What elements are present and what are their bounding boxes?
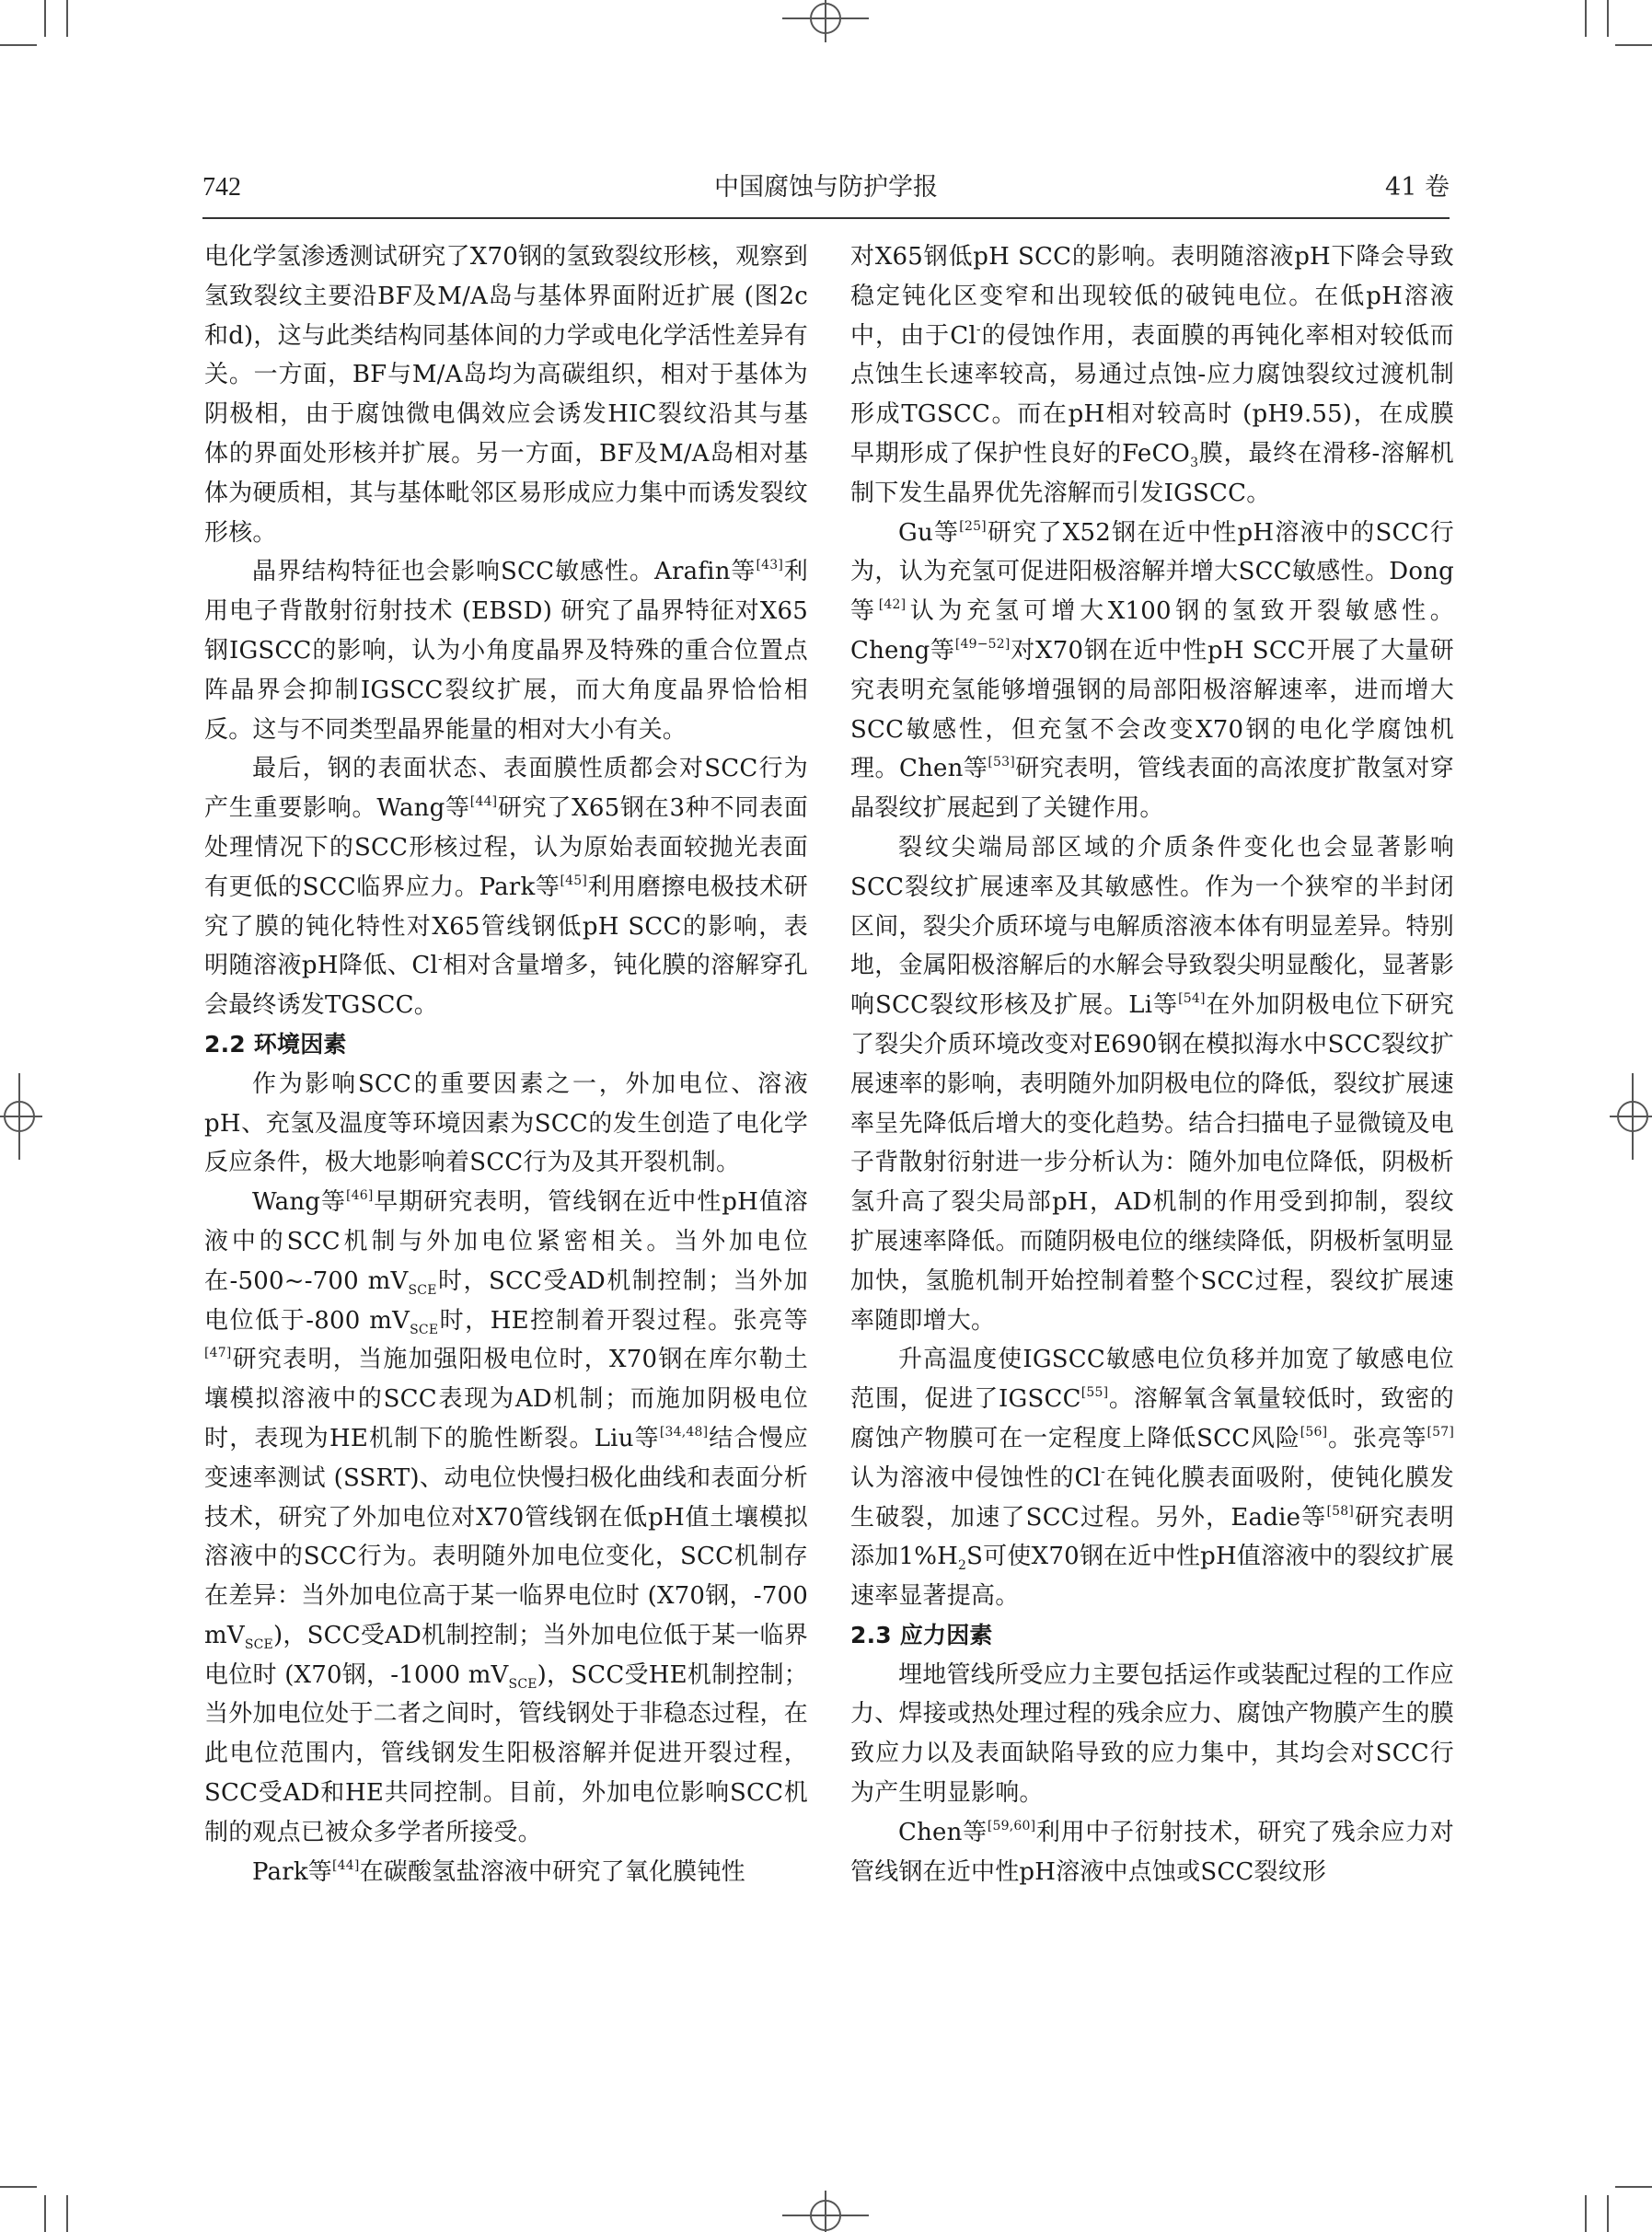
header-rule bbox=[202, 217, 1450, 219]
superscript: - bbox=[976, 321, 981, 337]
paragraph: Park等[44]在碳酸氢盐溶液中研究了氧化膜钝性 bbox=[252, 1857, 745, 1886]
citation: [57] bbox=[1427, 1424, 1454, 1440]
registration-mark-left-h bbox=[0, 1116, 42, 1117]
citation: [56] bbox=[1300, 1424, 1328, 1440]
subscript: SCE bbox=[408, 1282, 437, 1298]
right-column bbox=[850, 237, 1454, 2069]
crop-mark-br-v2 bbox=[1607, 2195, 1609, 2232]
citation: [46] bbox=[345, 1188, 374, 1204]
crop-mark-tr-v2 bbox=[1607, 0, 1609, 37]
crop-mark-tr-v bbox=[1585, 0, 1587, 37]
citation: [53] bbox=[988, 755, 1015, 770]
page-number: 742 bbox=[202, 173, 241, 202]
paragraph: 埋地管线所受应力主要包括运作或装配过程的工作应力、焊接或热处理过程的残余应力、腐蚀产物膜产生的膜致应力以及表面缺陷导致的应力集中，其均会对SCC行为产生明显影响。 bbox=[850, 1660, 1454, 1808]
volume-label: 41 卷 bbox=[1385, 173, 1450, 202]
citation: [49−52] bbox=[954, 636, 1011, 652]
crop-mark-tl-v bbox=[44, 0, 46, 37]
subscript: SCE bbox=[244, 1636, 273, 1652]
paragraph: 最后，钢的表面状态、表面膜性质都会对SCC行为产生重要影响。Wang等[44]研究了X65钢在3种不同表面处理情况下的SCC形核过程，认为原始表面较抛光表面有更低的SCC临界应力。Park等[45]利用磨擦电极技术研究了膜的钝化特性对X65管线钢低pH SCC的影响，表明随溶液pH降低、Cl-相对含量增多，钝化膜的溶解穿孔会最终诱发TGSCC。 bbox=[204, 755, 808, 1020]
citation: [47] bbox=[204, 1346, 232, 1361]
citation: [55] bbox=[1080, 1385, 1109, 1401]
subscript: 2 bbox=[958, 1558, 967, 1574]
paragraph: Wang等[46]早期研究表明，管线钢在近中性pH值溶液中的SCC机制与外加电位紧密相关。当外加电位在-500~-700 $mV_{SCE}$时，SCC受AD机制控制；当外加电位低于-800 $mV_{SCE}$时，HE控制着开裂过程。张亮等[47]研究表明，当施加强阳极电位时，X70钢在库尔勒土壤模拟溶液中的SCC表现为AD机制；而施加阴极电位时，表现为HE机制下的脆性断裂。Liu等[34,48]结合慢应变速率测试 (SSRT)、动电位快慢扫极化曲线和表面分析技术，研究了外加电位对X70管线钢在低pH值土壤模拟溶液中的SCC行为。表明随外加电位变化，SCC机制存在差异：当外加电位高于某一临界电位时 (X70钢，-700 $mV_{SCE}$)，SCC受AD机制控制；当外加电位低于某一临界电位时 (X70钢，-1000 $mV_{SCE}$)，SCC受HE机制控制；当外加电位处于二者之间时，管线钢处于非稳态过程，在此电位范围内，管线钢发生阳极溶解并促进开裂过程，SCC受AD和HE共同控制。目前，外加电位影响SCC机制的观点已被众多学者所接受。 bbox=[204, 1188, 808, 1846]
running-header bbox=[202, 166, 1450, 210]
subscript: SCE bbox=[508, 1676, 537, 1692]
registration-mark-left-v bbox=[18, 1073, 20, 1160]
section-heading: 2.3 应力因素 bbox=[850, 1621, 993, 1648]
citation: [42] bbox=[878, 597, 907, 613]
crop-mark-bl-v bbox=[44, 2195, 46, 2232]
crop-mark-tl-h bbox=[0, 44, 37, 46]
citation: [54] bbox=[1178, 991, 1206, 1007]
registration-mark-top-v bbox=[825, 0, 826, 42]
registration-mark-bottom-v bbox=[825, 2191, 826, 2232]
subscript: SCE bbox=[410, 1322, 439, 1337]
citation: [44] bbox=[332, 1857, 360, 1873]
paragraph: Gu等[25]研究了X52钢在近中性pH溶液中的SCC行为，认为充氢可促进阳极溶解并增大SCC敏感性。Dong等[42]认为充氢可增大X100钢的氢致开裂敏感性。Cheng等[49−52]对X70钢在近中性pH SCC开展了大量研究表明充氢能够增强钢的局部阳极溶解速率，进而增大SCC敏感性，但充氢不会改变X70钢的电化学腐蚀机理。Chen等[53]研究表明，管线表面的高浓度扩散氢对穿晶裂纹扩展起到了关键作用。 bbox=[850, 518, 1454, 823]
superscript: - bbox=[1101, 1463, 1106, 1479]
paragraph: Chen等[59,60]利用中子衍射技术，研究了残余应力对管线钢在近中性pH溶液中点蚀或SCC裂纹形 bbox=[850, 1818, 1454, 1886]
crop-mark-bl-h bbox=[0, 2186, 37, 2188]
registration-mark-right-v bbox=[1632, 1073, 1634, 1160]
section-heading: 2.2 环境因素 bbox=[204, 1030, 347, 1058]
superscript: - bbox=[437, 952, 443, 967]
paragraph: 作为影响SCC的重要因素之一，外加电位、溶液pH、充氢及温度等环境因素为SCC的发生创造了电化学反应条件，极大地影响着SCC行为及其开裂机制。 bbox=[204, 1070, 808, 1177]
citation: [59,60] bbox=[987, 1818, 1036, 1833]
citation: [45] bbox=[560, 873, 588, 888]
crop-mark-br-h bbox=[1615, 2186, 1652, 2188]
paragraph: 裂纹尖端局部区域的介质条件变化也会显著影响SCC裂纹扩展速率及其敏感性。作为一个狭窄的半封闭区间，裂尖介质环境与电解质溶液本体有明显差异。特别地，金属阳极溶解后的水解会导致裂尖明显酸化，显著影响SCC裂纹形核及扩展。Li等[54]在外加阴极电位下研究了裂尖介质环境改变对E690钢在模拟海水中SCC裂纹扩展速率的影响，表明随外加阴极电位的降低，裂纹扩展速率呈先降低后增大的变化趋势。结合扫描电子显微镜及电子背散射衍射进一步分析认为：随外加电位降低，阴极析氢升高了裂尖局部pH，AD机制的作用受到抑制，裂纹扩展速率降低。而随阴极电位的继续降低，阴极析氢明显加快，氢脆机制开始控制着整个SCC过程，裂纹扩展速率随即增大。 bbox=[850, 833, 1454, 1335]
citation: [58] bbox=[1326, 1503, 1355, 1519]
paragraph: 电化学氢渗透测试研究了X70钢的氢致裂纹形核，观察到氢致裂纹主要沿BF及M/A岛与基体界面附近扩展 (图2c和d)，这与此类结构同基体间的力学或电化学活性差异有关。一方面，BF与M/A岛均为高碳组织，相对于基体为阴极相，由于腐蚀微电偶效应会诱发HIC裂纹沿其与基体的界面处形核并扩展。另一方面，BF及M/A岛相对基体为硬质相，其与基体毗邻区易形成应力集中而诱发裂纹形核。 bbox=[204, 243, 808, 547]
citation: [44] bbox=[469, 794, 498, 810]
journal-title: 中国腐蚀与防护学报 bbox=[714, 173, 938, 202]
left-column bbox=[204, 237, 808, 2069]
citation: [34,48] bbox=[659, 1424, 709, 1440]
citation: [43] bbox=[756, 558, 783, 573]
crop-mark-tr-h bbox=[1615, 44, 1652, 46]
crop-mark-bl-v2 bbox=[66, 2195, 68, 2232]
paragraph: 对X65钢低pH SCC的影响。表明随溶液pH下降会导致稳定钝化区变窄和出现较低的破钝电位。在低pH溶液中，由于Cl-的侵蚀作用，表面膜的再钝化率相对较低而点蚀生长速率较高，易通过点蚀-应力腐蚀裂纹过渡机制形成TGSCC。而在pH相对较高时 (pH9.55)，在成膜早期形成了保护性良好的FeCO$_3$膜，最终在滑移-溶解机制下发生晶界优先溶解而引发IGSCC。 bbox=[850, 243, 1454, 507]
paragraph: 晶界结构特征也会影响SCC敏感性。Arafin等[43]利用电子背散射衍射技术 (EBSD) 研究了晶界特征对X65钢IGSCC的影响，认为小角度晶界及特殊的重合位置点阵晶界会抑制IGSCC裂纹扩展，而大角度晶界恰恰相反。这与不同类型晶界能量的相对大小有关。 bbox=[204, 558, 808, 744]
subscript: 3 bbox=[1190, 455, 1199, 470]
paragraph: 升高温度使IGSCC敏感电位负移并加宽了敏感电位范围，促进了IGSCC[55]。溶解氧含氧量较低时，致密的腐蚀产物膜可在一定程度上降低SCC风险[56]。张亮等[57]认为溶液中侵蚀性的Cl-在钝化膜表面吸附，使钝化膜发生破裂，加速了SCC过程。另外，Eadie等[58]研究表明添加$1\%H_2S$可使X70钢在近中性pH值溶液中的裂纹扩展速率显著提高。 bbox=[850, 1346, 1454, 1611]
citation: [25] bbox=[959, 518, 987, 534]
crop-mark-br-v bbox=[1585, 2195, 1587, 2232]
crop-mark-tl-v2 bbox=[66, 0, 68, 37]
registration-mark-right-h bbox=[1610, 1116, 1652, 1117]
